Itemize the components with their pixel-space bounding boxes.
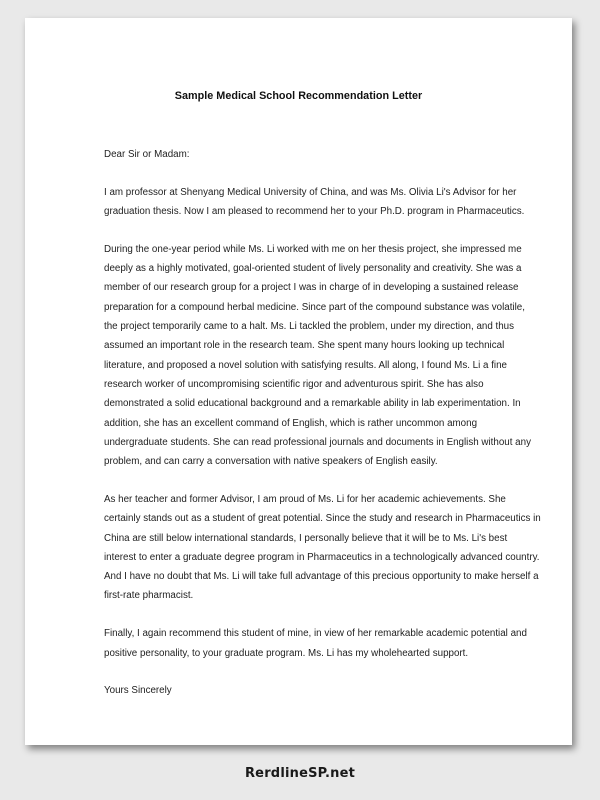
letter-salutation: Dear Sir or Madam:: [104, 149, 190, 160]
letter-paragraph-2: During the one-year period while Ms. Li worked with me on her thesis project, she impressed me deeply as a highly motivated, goal-oriented student of lively personality and creativity. She was a member of our research group for a project I was in charge of in developing a sustained release preparation for a compound herbal medicine. Since part of the compound substance was volatile, the project temporarily came to a halt. Ms. Li tackled the problem, under my direction, and thus assumed an important role in the research team. She spent many hours looking up technical literature, and proposed a novel solution with satisfying results. All along, I found Ms. Li a fine research worker of uncompromising scientific rigor and adventurous spirit. She has also demonstrated a solid educational background and a remarkable ability in lab experimentation. In addition, she has an excellent command of English, which is rather uncommon among undergraduate students. She can read professional journals and documents in English without any problem, and can carry a conversation with native speakers of English easily.: [104, 243, 531, 468]
letter-body: [104, 145, 541, 701]
letter-paragraph-3: As her teacher and former Advisor, I am proud of Ms. Li for her academic achievements. She certainly stands out as a student of great potential. Since the study and research in Pharmaceutics in China are still below international standards, I personally believe that it will be to Ms. Li's best interest to enter a graduate degree program in Pharmaceutics in a technologically advanced country. And I have no doubt that Ms. Li will take full advantage of this precious opportunity to make herself a first-rate pharmacist.: [104, 493, 541, 602]
letter-title: Sample Medical School Recommendation Letter: [174, 90, 423, 102]
letter-paragraph-4: Finally, I again recommend this student of mine, in view of her remarkable academic potential and positive personality, to your graduate program. Ms. Li has my wholehearted support.: [104, 628, 527, 659]
letter-page: [25, 18, 572, 745]
site-watermark: RerdlineSP.net: [244, 766, 356, 781]
letter-paragraph-1: I am professor at Shenyang Medical University of China, and was Ms. Olivia Li's Advisor for her graduation thesis. Now I am pleased to recommend her to your Ph.D. program in Pharmaceutics.: [104, 186, 525, 218]
letter-closing: Yours Sincerely: [104, 685, 172, 697]
